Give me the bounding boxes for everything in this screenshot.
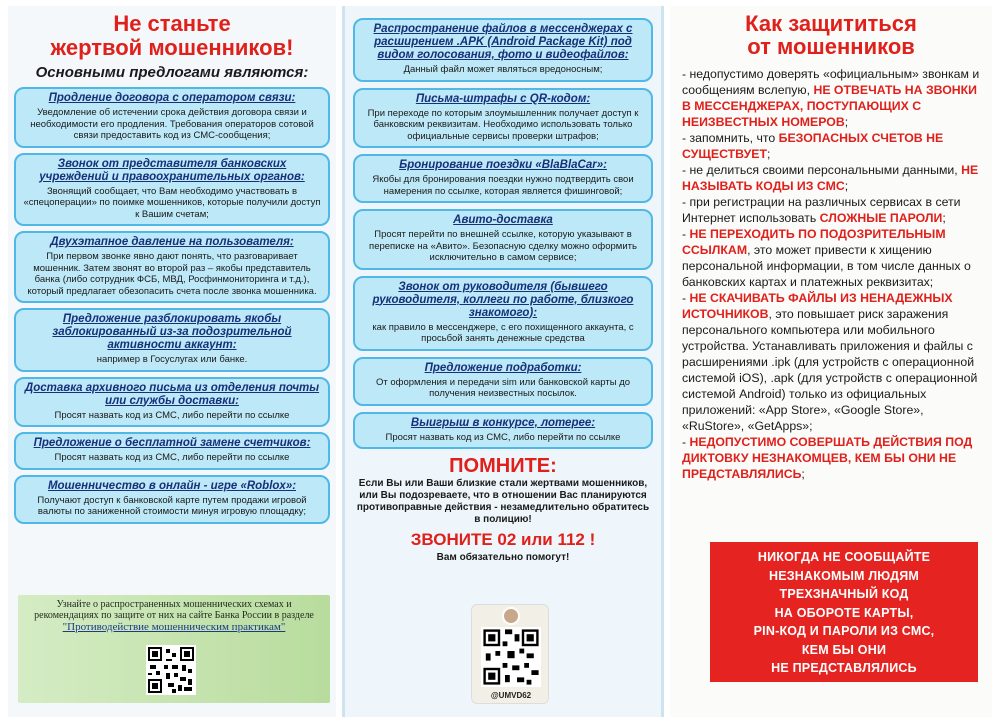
scheme-title: Продление договора с оператором связи:	[48, 92, 296, 104]
qr-handle: @UMVD62	[490, 691, 532, 700]
right-title-line2: от мошенников	[747, 34, 915, 59]
protection-item: - НЕДОПУСТИМО СОВЕРШАТЬ ДЕЙСТВИЯ ПОД ДИКТОВКУ НЕЗНАКОМЦЕВ, КЕМ БЫ ОНИ НЕ ПРЕДСТАВЛЯЛИСЬ;	[682, 435, 973, 481]
warning-line: НЕЗНАКОМЫМ ЛЮДЯМ	[769, 568, 919, 583]
middle-column	[342, 6, 664, 717]
scheme-text: При переходе по которым злоумышленник получает доступ к банковским реквизитам. Необходимо использовать только официальные сервисы проверки штрафов;	[367, 107, 639, 142]
warning-line: НА ОБОРОТЕ КАРТЫ,	[774, 605, 914, 620]
scheme-box	[353, 88, 653, 149]
warning-box	[710, 542, 978, 682]
warning-line: ТРЕХЗНАЧНЫЙ КОД	[779, 587, 909, 601]
scheme-text: как правило в мессенджере, с его похищенного аккаунта, с просьбой занять денежные средства	[372, 321, 634, 344]
scheme-text: От оформления и передачи sim или банковской карты до получения неизвестных посылок.	[375, 376, 631, 399]
protection-item: - НЕ ПЕРЕХОДИТЬ ПО ПОДОЗРИТЕЛЬНЫМ ССЫЛКАМ, это может привести к хищению персональной информации, в том числе данных о банковских картах и платежных реквизитах;	[682, 227, 971, 289]
warning-line: КЕМ БЫ ОНИ	[801, 642, 887, 657]
scheme-title: Звонок от руководителя (бывшего руководителя, коллеги по работе, близкого знакомого):	[372, 280, 634, 319]
left-subtitle: Основными предлогами являются:	[35, 64, 309, 81]
bank-text: Узнайте о распространенных мошеннических схемах и рекомендациях по защите от них на сайте Банка России в разделе	[34, 599, 314, 621]
scheme-box	[14, 432, 330, 470]
help-promise: Вам обязательно помогут!	[436, 552, 570, 563]
scheme-title: Звонок от представителя банковских учреждений и правоохранительных органов:	[39, 157, 305, 183]
scheme-box	[14, 308, 330, 372]
protection-item: - запомнить, что БЕЗОПАСНЫХ СЧЕТОВ НЕ СУЩЕСТВУЕТ;	[682, 131, 944, 161]
right-title-line1: Как защититься	[745, 11, 917, 36]
scheme-box	[353, 154, 653, 203]
warning-line: НИКОГДА НЕ СООБЩАЙТЕ	[757, 550, 931, 564]
bank-qr-code-icon[interactable]	[146, 645, 196, 695]
scheme-title: Распространение файлов в мессенджерах с расширением .APK (Android Package Kit) под видом голосования, фото и видеофайлов:	[373, 23, 633, 61]
right-column	[670, 6, 992, 717]
right-title	[670, 12, 992, 58]
scheme-title: Предложение о бесплатной замене счетчиков:	[33, 437, 311, 449]
scheme-text: Данный файл может являться вредоносным;	[403, 64, 603, 75]
scheme-title: Мошенничество в онлайн - игре «Roblox»:	[47, 479, 297, 492]
remember-title: ПОМНИТЕ:	[449, 455, 557, 477]
scheme-box	[14, 87, 330, 148]
scheme-text: Получают доступ к банковской карте путем продажи игровой валюты по заниженной стоимости минуя игровую площадку;	[37, 494, 307, 517]
bank-link[interactable]: "Противодействие мошенническим практикам"	[62, 621, 286, 633]
left-title	[8, 12, 336, 60]
scheme-text: Уведомление об истечении срока действия договора связи и необходимости его продления. Требования операторов сотовой связи предоставить код из СМС-сообщения;	[30, 107, 314, 141]
scheme-text: Просят назвать код из СМС, либо перейти по ссылке	[54, 452, 290, 463]
scheme-box	[353, 18, 653, 82]
scheme-text: Якобы для бронирования поездки нужно подтвердить свои намерения по ссылке, которая является фишинговой;	[372, 174, 634, 197]
protection-item: - НЕ СКАЧИВАТЬ ФАЙЛЫ ИЗ НЕНАДЕЖНЫХ ИСТОЧНИКОВ, это повышает риск заражения персонального компьютера или мобильного устройства. Устанавливать приложения и файлы с расширениями .ipk (для устройств с операционной системой iOS), .apk (для устройств с операционной системой Android) только из официальных приложений: «App Store», «Google Store», «RuStore», «GetApps»;	[682, 291, 978, 433]
scheme-title: Письма-штрафы с QR-кодом:	[415, 92, 591, 105]
emergency-call: ЗВОНИТЕ 02 или 112 !	[410, 530, 596, 549]
scheme-text: Просят перейти по внешней ссылке, которую указывают в переписке на «Авито». Безопасную сделку можно оформить исключительно в самом сервисе;	[369, 229, 637, 263]
bank-of-russia-panel	[18, 595, 330, 703]
scheme-title: Авито-доставка	[453, 214, 553, 226]
scheme-box	[353, 276, 653, 351]
avatar	[502, 607, 520, 625]
scheme-title: Бронирование поездки «BlaBlaCar»:	[399, 159, 607, 171]
scheme-box	[353, 357, 653, 406]
leaflet	[8, 6, 992, 717]
scheme-title: Предложение разблокировать якобы заблокированный из-за подозрительной активности аккаунт:	[52, 313, 292, 351]
scheme-text: Просят назвать код из СМС, либо перейти по ссылке	[385, 431, 621, 443]
scheme-text: например в Госуслугах или банке.	[96, 354, 248, 365]
scheme-box	[14, 231, 330, 303]
left-column	[8, 6, 336, 717]
scheme-title: Предложение подработки:	[424, 361, 582, 374]
warning-line: НЕ ПРЕДСТАВЛЯЛИСЬ	[771, 661, 917, 675]
scheme-box	[14, 377, 330, 428]
scheme-box	[353, 209, 653, 270]
police-qr-card[interactable]	[471, 604, 549, 704]
remember-text: Если Вы или Ваши близкие стали жертвами мошенников, или Вы подозреваете, что в отношении Вас планируются противоправные действия - незамедлительно обратитесь в полицию!	[356, 478, 650, 525]
scheme-title: Выигрыш в конкурсе, лотерее:	[410, 416, 596, 429]
police-qr-code-icon[interactable]	[481, 627, 541, 687]
protection-list	[670, 58, 992, 482]
left-title-line2: жертвой мошенников!	[50, 35, 294, 60]
left-title-line1: Не станьте	[113, 11, 231, 36]
scheme-title: Двухэтапное давление на пользователя:	[50, 236, 294, 248]
scheme-box	[353, 412, 653, 450]
protection-item: - при регистрации на различных сервисах в сети Интернет использовать СЛОЖНЫЕ ПАРОЛИ;	[682, 195, 961, 225]
warning-line: PIN-КОД И ПАРОЛИ ИЗ СМС,	[753, 624, 935, 638]
scheme-text: Просят назвать код из СМС, либо перейти по ссылке	[54, 409, 290, 421]
scheme-title: Доставка архивного письма из отделения почты или службы доставки:	[24, 381, 320, 407]
scheme-box	[14, 153, 330, 227]
protection-item: - не делиться своими персональными данными, НЕ НАЗЫВАТЬ КОДЫ ИЗ СМС;	[682, 163, 979, 193]
scheme-text: При первом звонке явно дают понять, что разговаривает мошенник. Затем звонят во второй раз – якобы представитель банка (либо сотрудник ФСБ, МВД, Росфинмониторинга и т.д.), который предлагает обезопасить счета после звонка мошенника.	[27, 251, 317, 297]
protection-item: - недопустимо доверять «официальным» звонкам и сообщениям вслепую, НЕ ОТВЕЧАТЬ НА ЗВОНКИ В МЕССЕНДЖЕРАХ, ПОСТУПАЮЩИХ С НЕИЗВЕСТНЫХ НОМЕРОВ;	[682, 67, 980, 129]
scheme-text: Звонящий сообщает, что Вам необходимо участвовать в «спецоперации» по поимке мошенников, которые получили доступ к Вашим счетам;	[23, 185, 321, 220]
scheme-box	[14, 475, 330, 524]
